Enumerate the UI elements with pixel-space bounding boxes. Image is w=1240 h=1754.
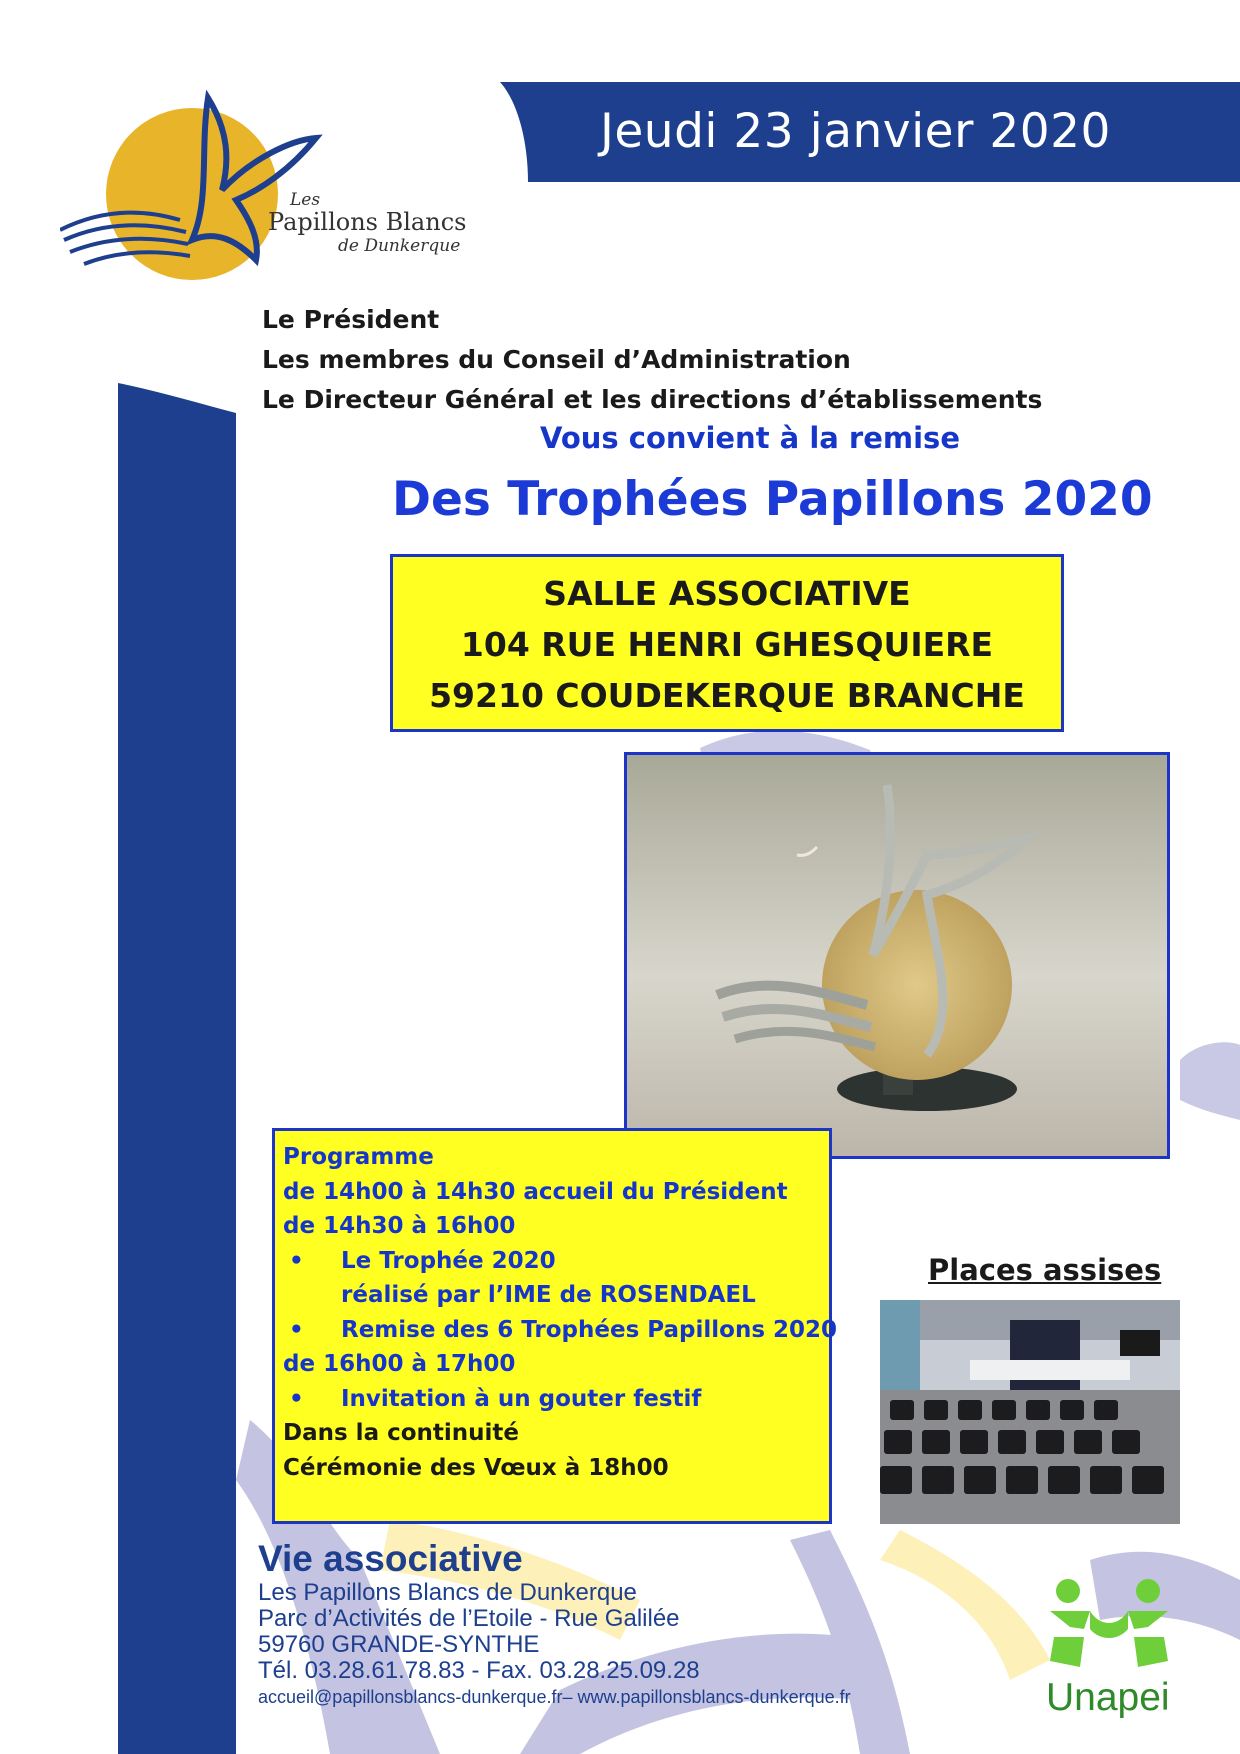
programme-bullet-1 [283, 1244, 829, 1279]
host-president: Le Président [262, 305, 440, 334]
programme-heading: Programme [283, 1144, 434, 1170]
programme-bullet-2 [283, 1313, 838, 1348]
footer-address [258, 1580, 851, 1710]
logo-line-main: Papillons Blancs [268, 208, 467, 236]
trophy-photo [624, 752, 1170, 1159]
programme-line-5: Cérémonie des Vœux à 18h00 [283, 1454, 669, 1481]
trophy-image [627, 755, 1167, 1156]
footer-title: Vie associative [258, 1538, 523, 1579]
programme-line-4: Dans la continuité [283, 1420, 520, 1446]
footer-contact-links[interactable]: accueil@papillonsblancs-dunkerque.fr– www.papillonsblancs-dunkerque.fr [258, 1687, 851, 1707]
host-board: Les membres du Conseil d’Administration [262, 345, 851, 374]
programme-line-3: de 16h00 à 17h00 [283, 1351, 516, 1377]
logo-line-sub: de Dunkerque [338, 236, 461, 256]
bullet-1-text: Le Trophée 2020 [341, 1247, 556, 1274]
programme-bullet-1-continued: réalisé par l’IME de ROSENDAEL [341, 1282, 756, 1308]
unapei-wordmark: Unapei [1046, 1676, 1170, 1719]
programme-bullet-3 [283, 1382, 829, 1417]
hall-photo [880, 1300, 1180, 1524]
bullet-3-text: Invitation à un gouter festif [341, 1385, 702, 1412]
programme-line-1: de 14h00 à 14h30 accueil du Président [283, 1178, 788, 1205]
venue-city: 59210 COUDEKERQUE BRANCHE [429, 676, 1025, 715]
hall-image [880, 1300, 1180, 1524]
footer-city: 59760 GRANDE-SYNTHE [258, 1631, 540, 1658]
seating-label: Places assises [928, 1253, 1162, 1287]
invitation-phrase: Vous convient à la remise [540, 421, 960, 455]
event-title: Des Trophées Papillons 2020 [392, 472, 1153, 527]
bullet-2-text: Remise des 6 Trophées Papillons 2020 [341, 1316, 838, 1343]
venue-box [390, 554, 1064, 732]
programme-line-2: de 14h30 à 16h00 [283, 1213, 516, 1239]
footer-phone: Tél. 03.28.61.78.83 - Fax. 03.28.25.09.28 [258, 1657, 700, 1684]
butterfly-sun-logo-icon [60, 90, 460, 290]
programme-box [272, 1128, 838, 1524]
bullet-glyph: • [289, 1316, 304, 1343]
left-blue-bar [118, 383, 236, 1754]
bullet-glyph: • [289, 1247, 304, 1274]
venue-street: 104 RUE HENRI GHESQUIERE [460, 625, 994, 664]
host-directors: Le Directeur Général et les directions d’établissements [262, 385, 1043, 414]
footer-org: Les Papillons Blancs de Dunkerque [258, 1579, 637, 1606]
venue-name: SALLE ASSOCIATIVE [543, 574, 911, 613]
footer-street: Parc d’Activités de l’Etoile - Rue Galilée [258, 1605, 680, 1632]
hosts-list [262, 300, 1042, 420]
bullet-glyph: • [289, 1385, 304, 1412]
event-date: Jeudi 23 janvier 2020 [600, 104, 1111, 159]
logo-line-les: Les [290, 190, 321, 210]
